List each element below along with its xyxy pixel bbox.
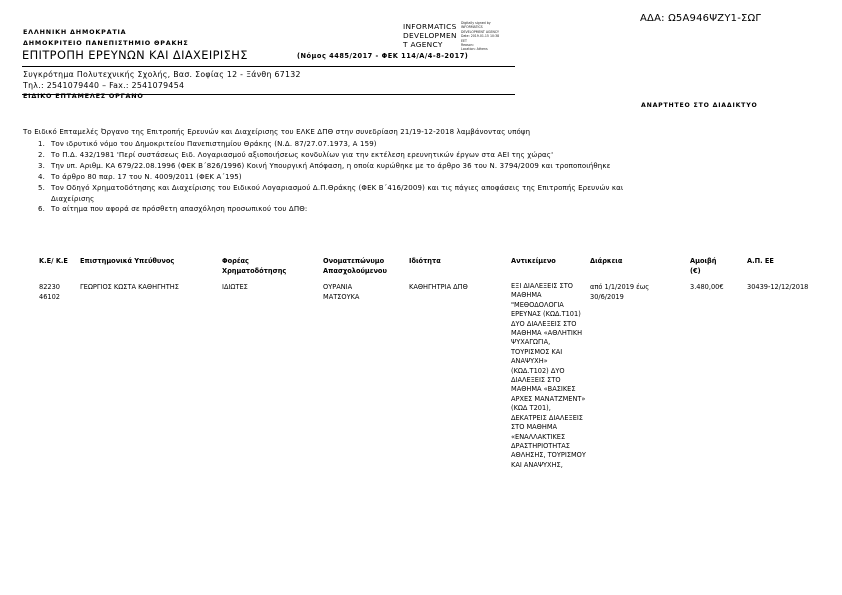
header-divider bbox=[22, 66, 515, 67]
posted-online-notice: ΑΝΑΡΤΗΤΕΟ ΣΤΟ ΔΙΑΔΙΚΤΥΟ bbox=[641, 102, 758, 109]
col-header-supervisor: Επιστημονικά Υπεύθυνος bbox=[80, 257, 175, 265]
stamp-line: INFORMATICS bbox=[403, 22, 457, 31]
item-text: Το Π.Δ. 432/1981 'Περί συστάσεως Ειδ. Λογαριασμού αξιοποιήσεως κονδυλίων για την εκτέλεση ερευνητικών έργων στα ΑΕΙ της χώρας' bbox=[51, 150, 554, 159]
item-text: Το άρθρο 80 παρ. 17 του Ν. 4009/2011 (ΦΕΚ Α΄195) bbox=[51, 172, 242, 181]
cell-funder: ΙΔΙΩΤΕΣ bbox=[222, 283, 248, 291]
signature-fine-print bbox=[461, 21, 499, 52]
item-number: 5. bbox=[38, 183, 45, 192]
col-header-subject: Αντικείμενο bbox=[511, 257, 556, 265]
fine-line: Digitally signed by bbox=[461, 21, 491, 25]
col-header-employee: Ονοματεπώνυμο Απασχολούμενου bbox=[323, 257, 387, 276]
signature-stamp bbox=[403, 22, 457, 49]
cell-subject: ΕΞΙ ΔΙΑΛΕΞΕΙΣ ΣΤΟ ΜΑΘΗΜΑ "ΜΕΘΟΔΟΛΟΓΙΑ ΕΡΕΥΝΑΣ (ΚΩΔ.Τ101) ΔΥΟ ΔΙΑΛΕΞΕΙΣ ΣΤΟ ΜΑΘΗΜΑ «ΑΘΛΗΤΙΚΗ ΨΥΧΑΓΩΓΙΑ, ΤΟΥΡΙΣΜΟΣ ΚΑΙ ΑΝΑΨΥΧΗ» (ΚΩΔ.Τ102) ΔΥΟ ΔΙΑΛΕΞΕΙΣ ΣΤΟ ΜΑΘΗΜΑ «ΒΑΣΙΚΕΣ ΑΡΧΕΣ ΜΑΝΑΤΖΜΕΝΤ» (ΚΩΔ Τ201), ΔΕΚΑΤΡΕΙΣ ΔΙΑΛΕΞΕΙΣ ΣΤΟ ΜΑΘΗΜΑ «ΕΝΑΛΛΑΚΤΙΚΕΣ ΔΡΑΣΤΗΡΙΟΤΗΤΑΣ ΑΘΛΗΣΗΣ, ΤΟΥΡΙΣΜΟΥ ΚΑΙ ΑΝΑΨΥΧΗΣ, bbox=[511, 282, 586, 469]
fine-line: Reason: bbox=[461, 43, 474, 48]
stamp-line: T AGENCY bbox=[403, 40, 443, 49]
fine-line: DEVELOPMENT AGENCY bbox=[461, 29, 499, 34]
col-header-duration: Διάρκεια bbox=[590, 257, 623, 265]
cell-employee: ΟΥΡΑΝΙΑ ΜΑΤΣΟΥΚΑ bbox=[323, 283, 360, 302]
list-item bbox=[38, 161, 623, 172]
item-number: 1. bbox=[38, 140, 45, 148]
cell-duration: από 1/1/2019 έως 30/6/2019 bbox=[590, 283, 650, 302]
law-reference: (Νόμος 4485/2017 - ΦΕΚ 114/Α/4-8-2017) bbox=[297, 52, 469, 60]
org-line-republic: ΕΛΛΗΝΙΚΗ ΔΗΜΟΚΡΑΤΙΑ bbox=[23, 28, 127, 36]
intro-paragraph: Το Ειδικό Επταμελές Όργανο της Επιτροπής Ερευνών και Διαχείρισης του ΕΛΚΕ ΔΠΘ στην συνεδρίαση 21/19-12-2018 λαμβάνοντας υπόψη bbox=[23, 128, 531, 136]
fine-line: Location: Athens bbox=[461, 47, 488, 52]
item-text-continued: Διαχείρισης bbox=[51, 194, 95, 203]
item-text: Το αίτημα που αφορά σε πρόσθετη απασχόληση προσωπικού του ΔΠΘ: bbox=[51, 205, 308, 214]
item-text: Τον ιδρυτικό νόμο του Δημοκριτείου Πανεπιστημίου Θράκης (Ν.Δ. 87/27.07.1973, Α 159) bbox=[51, 140, 377, 148]
item-text: Την υπ. Αριθμ. ΚΑ 679/22.08.1996 (ΦΕΚ Β΄826/1996) Κοινή Υπουργική Απόφαση, η οποία κυρώθηκε με το άρθρο 36 του Ν. 3794/2009 και τροποποιήθηκε bbox=[51, 161, 611, 170]
col-header-ke: Κ.Ε/ Κ.Ε bbox=[39, 257, 68, 265]
list-item bbox=[38, 204, 623, 215]
address: Συγκρότημα Πολυτεχνικής Σχολής, Βασ. Σοφίας 12 - Ξάνθη 67132 bbox=[23, 70, 301, 79]
list-item bbox=[38, 150, 623, 161]
item-number: 2. bbox=[38, 150, 45, 159]
org-line-university: ΔΗΜΟΚΡΙΤΕΙΟ ΠΑΝΕΠΙΣΤΗΜΙΟ ΘΡΑΚΗΣ bbox=[23, 39, 189, 47]
item-number: 4. bbox=[38, 172, 45, 181]
cell-ap: 30439-12/12/2018 bbox=[747, 283, 809, 291]
considerations-list bbox=[38, 139, 623, 215]
col-header-capacity: Ιδιότητα bbox=[409, 257, 441, 265]
phone-fax: Τηλ.: 2541079440 – Fax.: 2541079454 bbox=[23, 81, 185, 90]
col-header-funder: Φορέας Χρηματοδότησης bbox=[222, 257, 287, 276]
col-header-fee: Αμοιβή (€) bbox=[690, 257, 717, 276]
committee-title: ΕΠΙΤΡΟΠΗ ΕΡΕΥΝΩΝ ΚΑΙ ΔΙΑΧΕΙΡΙΣΗΣ bbox=[22, 48, 248, 62]
list-item bbox=[38, 172, 623, 183]
body-name: ΕΙΔΙΚΟ ΕΠΤΑΜΕΛΕΣ ΟΡΓΑΝΟ bbox=[23, 92, 144, 100]
cell-fee: 3.480,00€ bbox=[690, 283, 724, 291]
list-item bbox=[38, 139, 623, 150]
item-text: Τον Οδηγό Χρηματοδότησης και Διαχείρισης του Ειδικού Λογαριασμού Δ.Π.Θράκης (ΦΕΚ Β΄416/2009) και τις πάγιες αποφάσεις της Επιτροπής Ερευνών και bbox=[51, 183, 624, 192]
fine-line: EET bbox=[461, 38, 467, 43]
fine-line: INFORMATICS bbox=[461, 25, 483, 30]
cell-capacity: ΚΑΘΗΓΗΤΡΙΑ ΔΠΘ bbox=[409, 283, 468, 291]
cell-ke: 82230 46102 bbox=[39, 283, 60, 302]
stamp-line: DEVELOPMEN bbox=[403, 31, 457, 40]
list-item bbox=[38, 183, 623, 205]
cell-supervisor: ΓΕΩΡΓΙΟΣ ΚΩΣΤΑ ΚΑΘΗΓΗΤΗΣ bbox=[80, 283, 179, 291]
fine-line: Date: 2019.01.15 10:38 bbox=[461, 34, 500, 39]
col-header-ap: Α.Π. ΕΕ bbox=[747, 257, 774, 265]
item-number: 3. bbox=[38, 161, 45, 170]
item-number: 6. bbox=[38, 205, 45, 214]
ada-number: ΑΔΑ: Ω5Α946ΨΖΥ1-ΣΩΓ bbox=[640, 13, 762, 24]
